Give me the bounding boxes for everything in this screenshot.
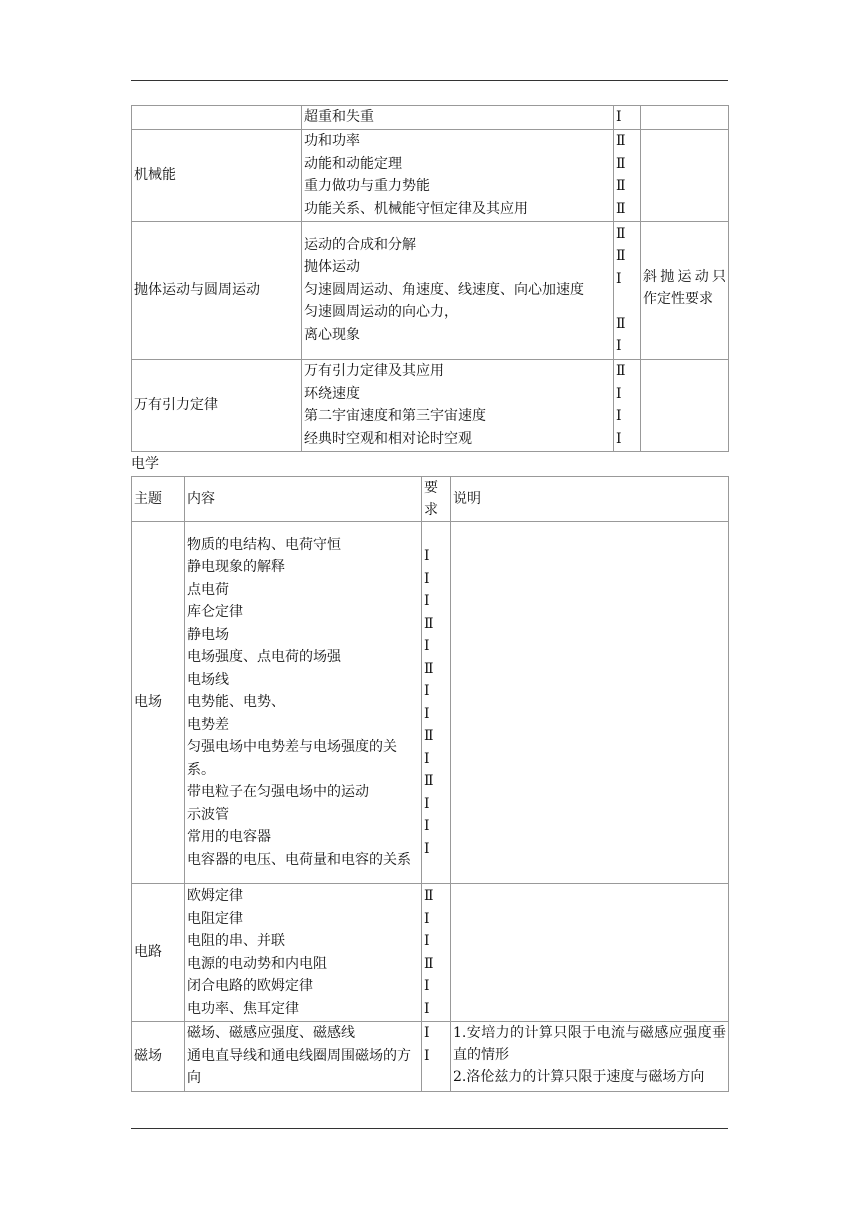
list-item: 电场强度、点电荷的场强 (187, 649, 341, 666)
table-row (132, 884, 729, 1022)
header-level: 要求 (422, 477, 451, 522)
note-cell (451, 1022, 729, 1092)
table-row (132, 359, 729, 451)
note-cell (641, 106, 729, 130)
list-item: 动能和动能定理 (304, 155, 402, 172)
content-cell (185, 884, 422, 1022)
table-row (132, 129, 729, 221)
topic-cell: 抛体运动与圆周运动 (132, 221, 302, 359)
level-mark: Ⅱ (424, 888, 434, 904)
level-mark: Ⅰ (616, 270, 622, 287)
level-mark: Ⅰ (424, 910, 430, 927)
level-mark: Ⅱ (424, 773, 434, 789)
list-item: 静电场 (187, 626, 229, 643)
level-mark: Ⅰ (616, 408, 622, 424)
list-item: 库仑定律 (187, 604, 243, 621)
mechanics-table (131, 105, 729, 452)
list-item: 欧姆定律 (187, 888, 243, 904)
level-mark: Ⅱ (424, 955, 434, 972)
header-content: 内容 (185, 477, 422, 522)
table-header-row (132, 477, 729, 522)
level-mark: Ⅱ (616, 178, 626, 194)
note-text: 斜抛运动只作定性要求 (643, 268, 726, 307)
level-cell (614, 129, 641, 221)
level-mark: Ⅰ (424, 548, 430, 564)
level-mark: Ⅰ (424, 705, 430, 722)
level-mark: Ⅱ (616, 155, 626, 172)
list-item: 示波管 (187, 806, 229, 823)
topic-cell: 电路 (132, 884, 185, 1022)
level-cell (614, 221, 641, 359)
level-mark: Ⅰ (424, 750, 430, 767)
list-item: 运动的合成和分解 (304, 236, 416, 253)
content-cell (302, 221, 614, 359)
level-mark: Ⅰ (424, 795, 430, 812)
footer-rule (131, 1128, 728, 1129)
list-item: 点电荷 (187, 581, 229, 598)
note-cell (451, 522, 729, 884)
list-item: 电源的电动势和内电阻 (187, 955, 327, 972)
level-cell (422, 522, 451, 884)
header-topic: 主题 (132, 477, 185, 522)
level-mark: Ⅰ (616, 109, 622, 125)
list-item: 电容器的电压、电荷量和电容的关系 (187, 851, 411, 868)
list-item: 电场线 (187, 671, 229, 688)
list-item: 磁场、磁感应强度、磁感线 (187, 1025, 355, 1041)
content-cell (302, 359, 614, 451)
list-item: 电势能、电势、 (187, 694, 285, 711)
content-cell (302, 106, 614, 130)
topic-cell: 万有引力定律 (132, 359, 302, 451)
list-item: 电功率、焦耳定律 (187, 1000, 299, 1017)
list-item: 静电现象的解释 (187, 559, 285, 576)
list-item: 经典时空观和相对论时空观 (304, 430, 472, 447)
header-rule (131, 80, 728, 81)
note-cell (451, 884, 729, 1022)
level-mark: Ⅱ (616, 133, 626, 149)
list-item: 重力做功与重力势能 (304, 178, 430, 194)
list-item: 万有引力定律及其应用 (304, 363, 444, 379)
list-item: 超重和失重 (304, 109, 374, 125)
level-mark: Ⅰ (424, 1025, 430, 1041)
level-mark: Ⅰ (616, 338, 622, 354)
section-title: 电学 (131, 456, 159, 472)
list-item: 常用的电容器 (187, 829, 271, 846)
level-mark: Ⅰ (424, 638, 430, 654)
note-text: 2.洛伦兹力的计算只限于速度与磁场方向 (453, 1069, 705, 1085)
level-mark: Ⅰ (424, 933, 430, 949)
list-item: 带电粒子在匀强电场中的运动 (187, 784, 369, 801)
level-mark: Ⅰ (424, 593, 430, 609)
list-item: 电阻的串、并联 (187, 933, 285, 949)
table-row (132, 106, 729, 130)
level-mark: Ⅱ (616, 200, 626, 217)
level-cell (614, 106, 641, 130)
note-cell (641, 359, 729, 451)
topic-cell: 电场 (132, 522, 185, 884)
level-cell (422, 884, 451, 1022)
level-mark: Ⅰ (424, 570, 430, 587)
table-row (132, 1022, 729, 1092)
topic-cell (132, 106, 302, 130)
list-item: 功和功率 (304, 133, 360, 149)
list-item: 匀强电场中电势差与电场强度的关系。 (187, 739, 397, 778)
level-mark (616, 290, 638, 313)
note-text: 1.安培力的计算只限于电流与磁感应强度垂直的情形 (453, 1025, 726, 1063)
level-mark: Ⅱ (424, 728, 434, 744)
content-cell (185, 1022, 422, 1092)
level-mark: Ⅰ (424, 683, 430, 699)
level-cell (614, 359, 641, 451)
level-mark: Ⅰ (424, 1047, 430, 1064)
level-cell (422, 1022, 451, 1092)
note-cell (641, 129, 729, 221)
table-row (132, 221, 729, 359)
level-mark: Ⅰ (424, 1000, 430, 1017)
list-item: 离心现象 (304, 326, 360, 343)
level-mark: Ⅱ (616, 363, 626, 379)
content-cell (302, 129, 614, 221)
level-mark: Ⅱ (616, 248, 626, 264)
level-mark: Ⅰ (424, 818, 430, 834)
topic-cell: 磁场 (132, 1022, 185, 1092)
list-item: 第二宇宙速度和第三宇宙速度 (304, 408, 486, 424)
level-mark: Ⅰ (616, 430, 622, 447)
list-item: 通电直导线和通电线圈周围磁场的方向 (187, 1047, 411, 1086)
topic-cell: 机械能 (132, 129, 302, 221)
list-item: 功能关系、机械能守恒定律及其应用 (304, 200, 528, 217)
list-item: 物质的电结构、电荷守恒 (187, 536, 341, 553)
list-item: 匀速圆周运动的向心力， (304, 304, 458, 321)
header-note: 说明 (451, 477, 729, 522)
level-mark (424, 523, 448, 546)
list-item: 匀速圆周运动、角速度、线速度、向心加速度 (304, 281, 584, 298)
note-cell (641, 221, 729, 359)
table-row (132, 522, 729, 884)
level-mark: Ⅰ (424, 840, 430, 857)
electricity-table (131, 476, 729, 1092)
level-mark: Ⅰ (424, 978, 430, 994)
level-mark: Ⅱ (616, 315, 626, 332)
list-item: 电势差 (187, 716, 229, 733)
level-mark: Ⅰ (616, 385, 622, 402)
level-mark: Ⅱ (424, 615, 434, 632)
list-item: 抛体运动 (304, 259, 360, 276)
content-cell (185, 522, 422, 884)
level-mark: Ⅱ (424, 660, 434, 677)
list-item: 闭合电路的欧姆定律 (187, 978, 313, 994)
list-item: 环绕速度 (304, 385, 360, 402)
level-mark: Ⅱ (616, 225, 626, 242)
list-item: 电阻定律 (187, 910, 243, 927)
